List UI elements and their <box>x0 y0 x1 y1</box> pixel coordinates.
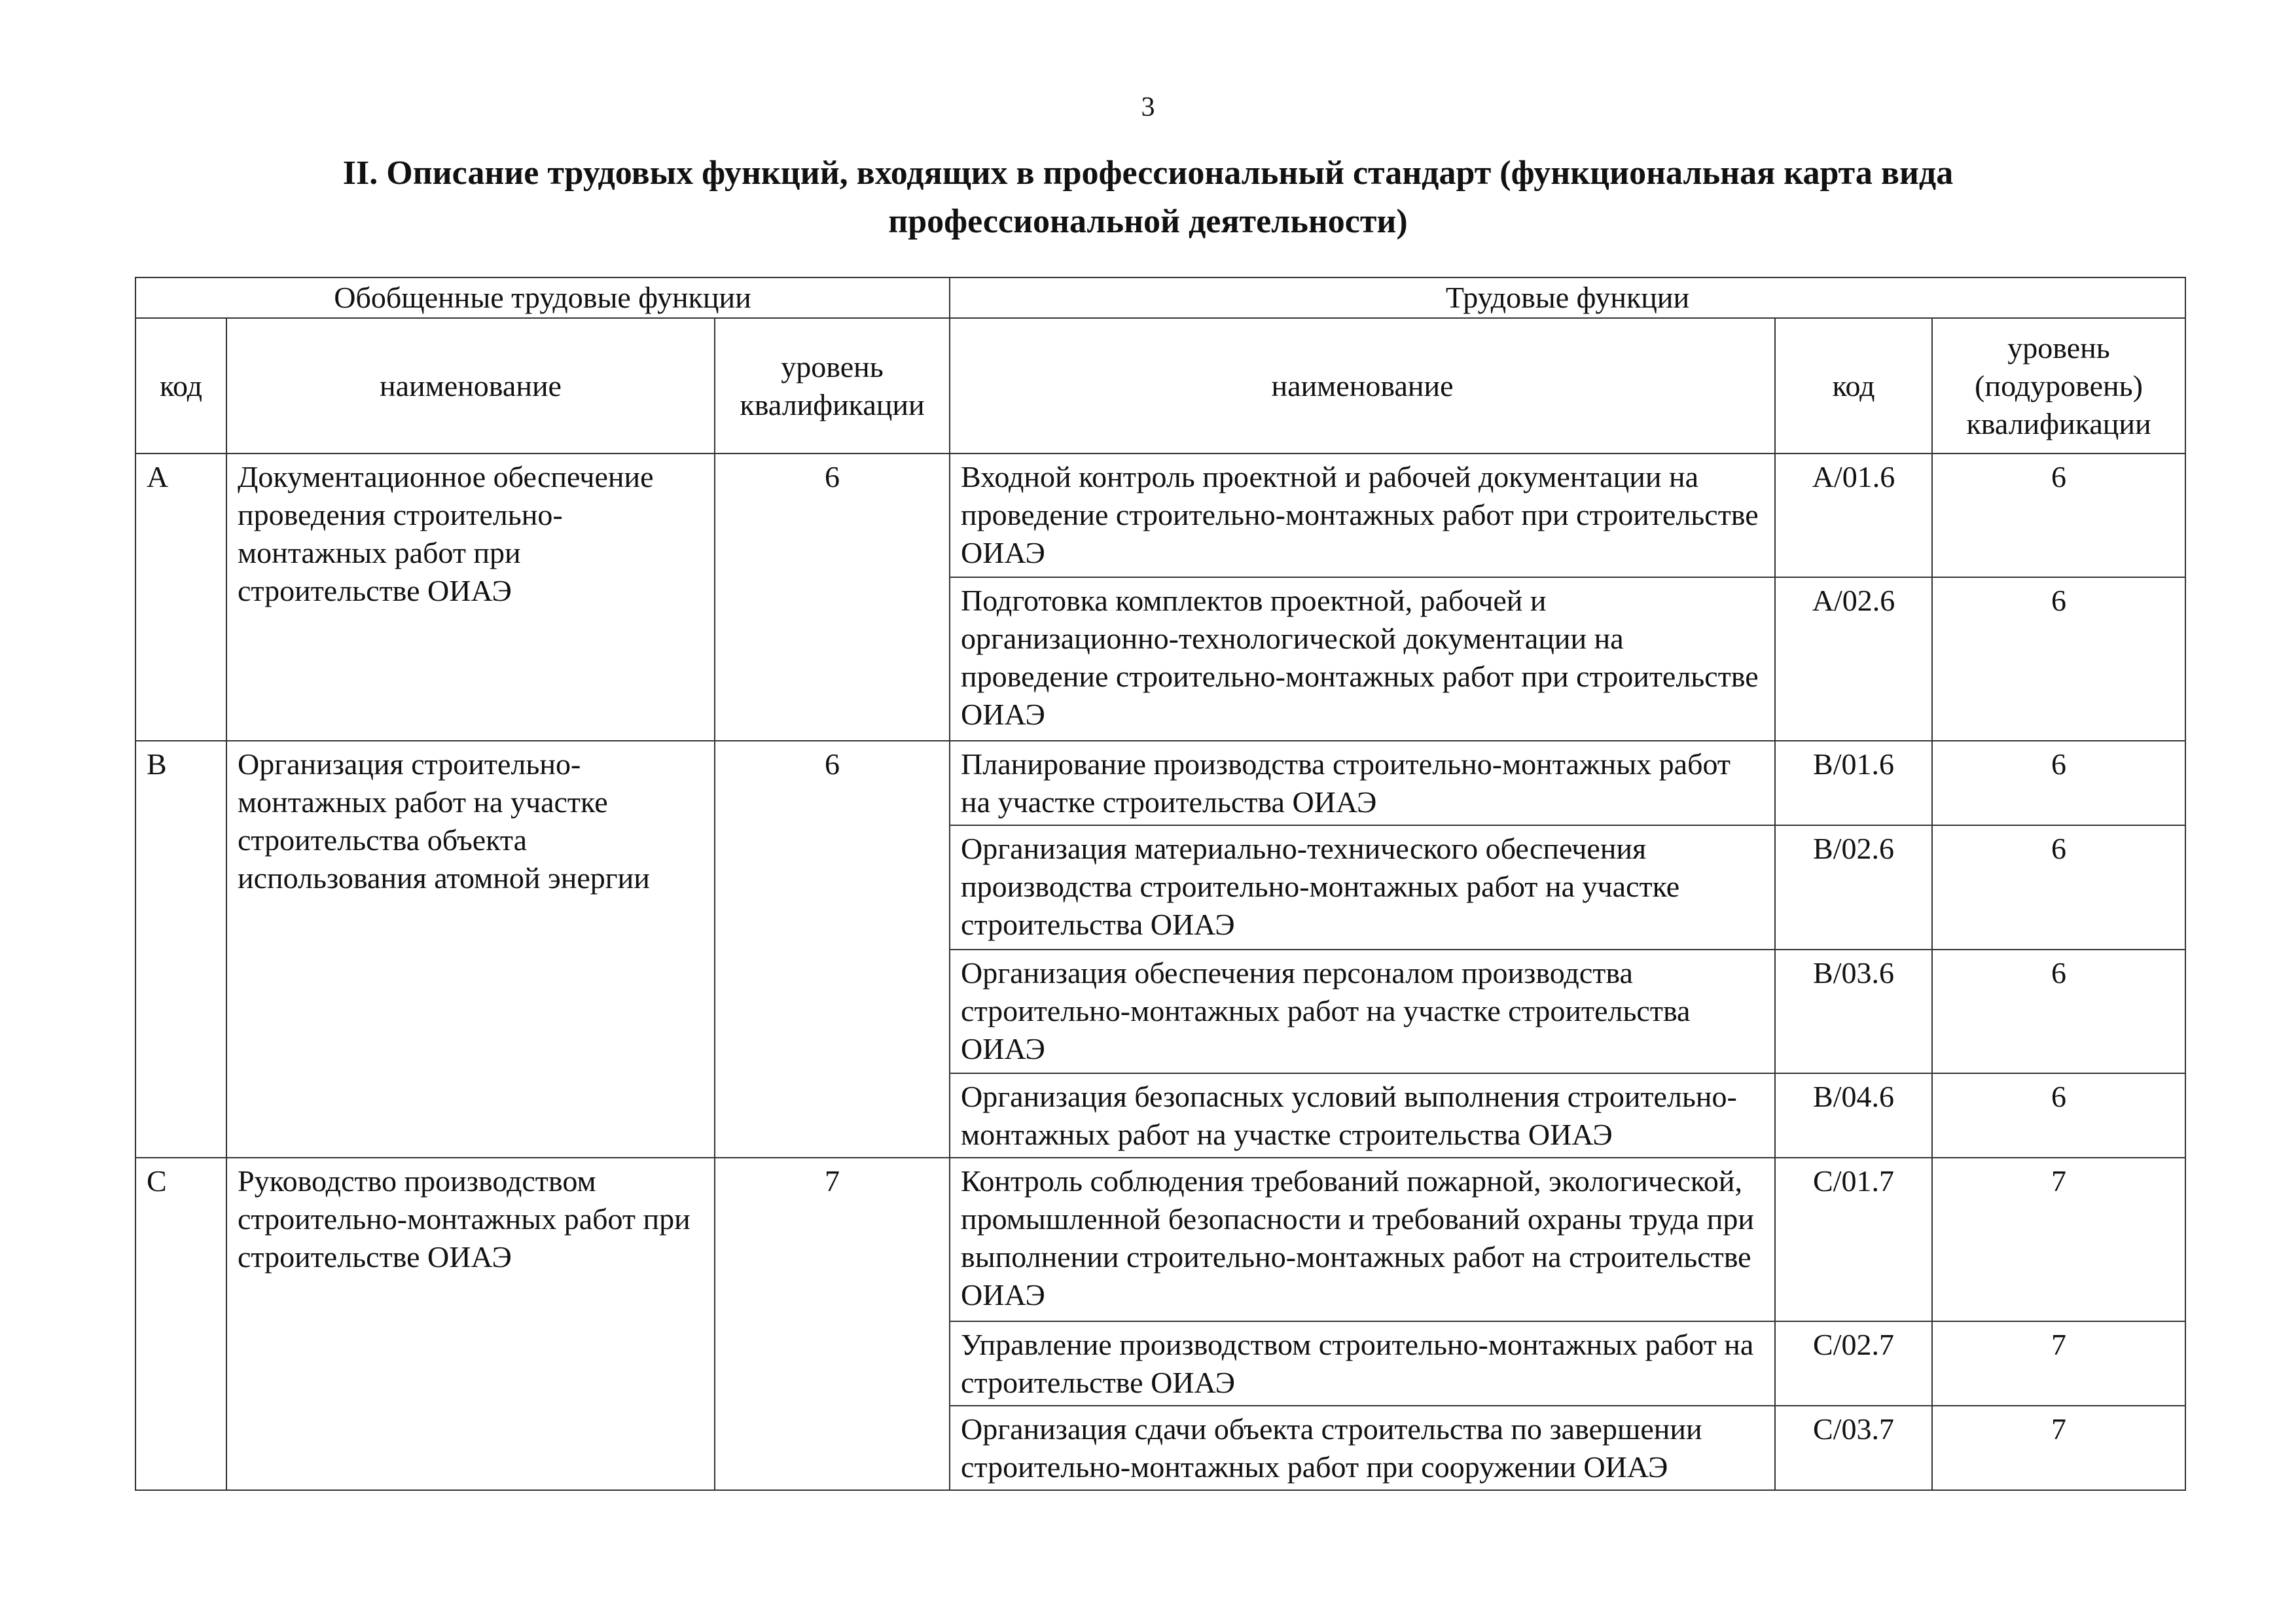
table-row <box>135 741 2185 825</box>
table-column-header-row <box>135 318 2185 454</box>
tf-name: Подготовка комплектов проектной, рабочей и организационно-технологической документации на проведение строительно-монтажных работ при строительстве ОИАЭ <box>950 577 1775 741</box>
tf-name: Организация материально-технического обеспечения производства строительно-монтажных работ на участке строительства ОИАЭ <box>950 825 1775 949</box>
tf-code: C/01.7 <box>1775 1158 1932 1321</box>
header-generalized-functions: Обобщенные трудовые функции <box>135 277 950 318</box>
table-row <box>135 1158 2185 1321</box>
tf-code: B/03.6 <box>1775 950 1932 1073</box>
column-header-level: уровень квалификации <box>715 318 950 454</box>
tf-code: C/03.7 <box>1775 1406 1932 1490</box>
title-line-1: II. Описание трудовых функций, входящих в профессиональный стандарт (функциональная карта вида <box>342 154 1954 192</box>
gtf-level: 6 <box>715 741 950 1158</box>
section-title <box>164 149 2132 246</box>
tf-name: Планирование производства строительно-монтажных работ на участке строительства ОИАЭ <box>950 741 1775 825</box>
column-header-name: наименование <box>226 318 715 454</box>
tf-code: B/02.6 <box>1775 825 1932 949</box>
column-header-tf-level: уровень (подуровень) квалификации <box>1932 318 2185 454</box>
gtf-level: 6 <box>715 454 950 741</box>
column-header-code: код <box>135 318 226 454</box>
tf-code: A/01.6 <box>1775 454 1932 577</box>
tf-name: Организация обеспечения персоналом производства строительно-монтажных работ на участке строительства ОИАЭ <box>950 950 1775 1073</box>
gtf-code: C <box>135 1158 226 1490</box>
gtf-level: 7 <box>715 1158 950 1490</box>
header-labor-functions: Трудовые функции <box>950 277 2185 318</box>
tf-level: 6 <box>1932 741 2185 825</box>
tf-level: 6 <box>1932 825 2185 949</box>
column-header-tf-code: код <box>1775 318 1932 454</box>
tf-code: B/04.6 <box>1775 1073 1932 1158</box>
column-header-tf-name: наименование <box>950 318 1775 454</box>
tf-code: C/02.7 <box>1775 1321 1932 1406</box>
tf-name: Входной контроль проектной и рабочей документации на проведение строительно-монтажных работ при строительстве ОИАЭ <box>950 454 1775 577</box>
tf-level: 7 <box>1932 1406 2185 1490</box>
tf-name: Организация безопасных условий выполнения строительно-монтажных работ на участке строительства ОИАЭ <box>950 1073 1775 1158</box>
tf-code: B/01.6 <box>1775 741 1932 825</box>
gtf-name: Документационное обеспечение проведения строительно-монтажных работ при строительстве ОИАЭ <box>226 454 715 741</box>
title-line-2: профессиональной деятельности) <box>888 203 1408 240</box>
tf-code: A/02.6 <box>1775 577 1932 741</box>
gtf-code: B <box>135 741 226 1158</box>
tf-level: 6 <box>1932 577 2185 741</box>
gtf-name: Руководство производством строительно-монтажных работ при строительстве ОИАЭ <box>226 1158 715 1490</box>
tf-level: 7 <box>1932 1321 2185 1406</box>
gtf-code: A <box>135 454 226 741</box>
tf-level: 7 <box>1932 1158 2185 1321</box>
tf-name: Контроль соблюдения требований пожарной, экологической, промышленной безопасности и требований охраны труда при выполнении строительно-монтажных работ на строительстве ОИАЭ <box>950 1158 1775 1321</box>
table-group-header-row <box>135 277 2185 318</box>
tf-level: 6 <box>1932 454 2185 577</box>
functional-map-table <box>135 277 2186 1491</box>
tf-name: Управление производством строительно-монтажных работ на строительстве ОИАЭ <box>950 1321 1775 1406</box>
page-number: 3 <box>1141 92 1155 122</box>
table-row <box>135 454 2185 577</box>
tf-level: 6 <box>1932 1073 2185 1158</box>
gtf-name: Организация строительно-монтажных работ на участке строительства объекта использования атомной энергии <box>226 741 715 1158</box>
tf-level: 6 <box>1932 950 2185 1073</box>
tf-name: Организация сдачи объекта строительства по завершении строительно-монтажных работ при сооружении ОИАЭ <box>950 1406 1775 1490</box>
